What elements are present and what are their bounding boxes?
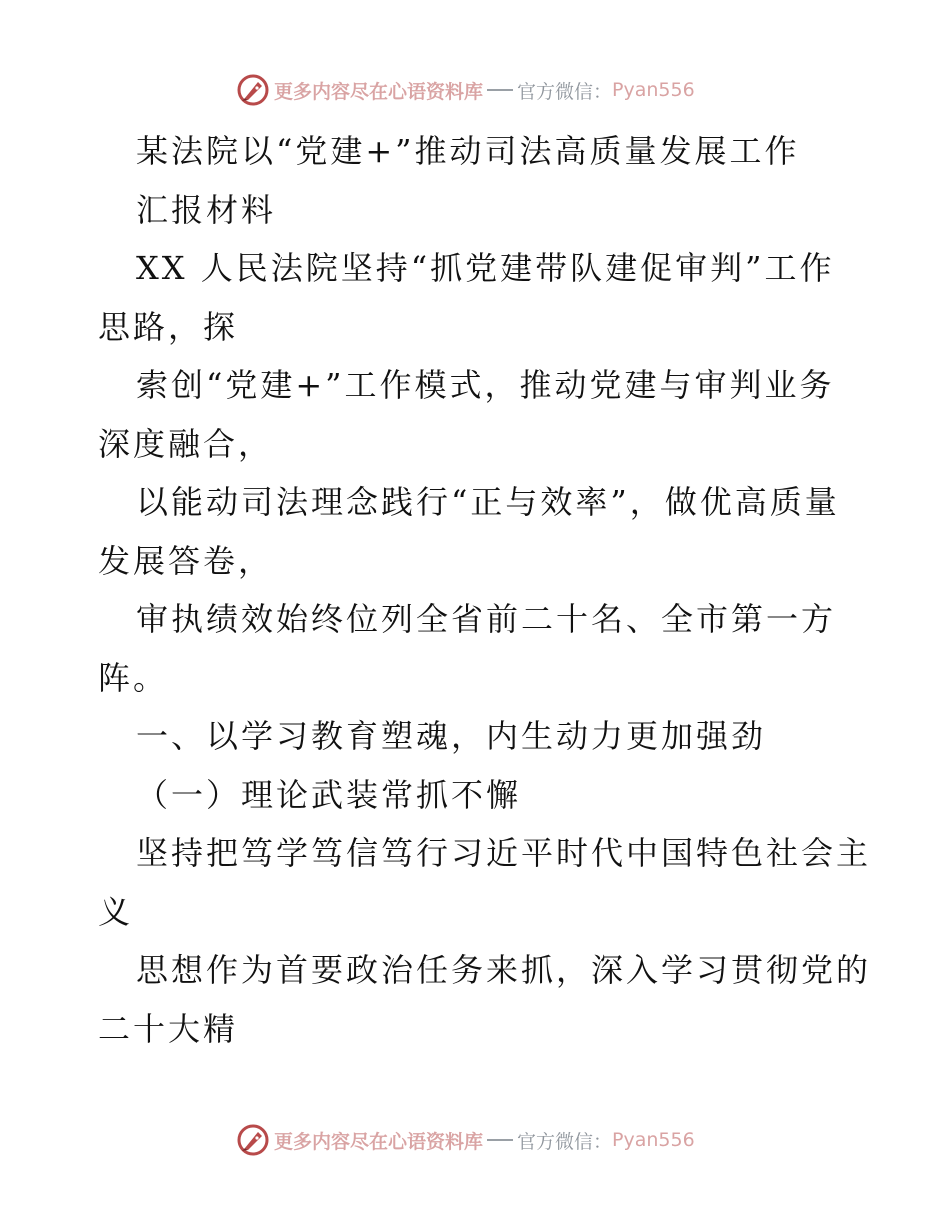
footer-banner <box>236 1122 756 1158</box>
body-line: 义 <box>98 892 134 931</box>
header-wechat-label: 官方微信： <box>517 80 613 103</box>
body-line: 某法院以“党建+”推动司法高质量发展工作 <box>136 132 800 170</box>
body-line: 思想作为首要政治任务来抓，深入学习贯彻党的 <box>136 951 872 989</box>
header-dash <box>487 89 513 91</box>
body-line: 一、以学习教育塑魂，内生动力更加强劲 <box>136 717 767 755</box>
body-line: 发展答卷， <box>98 541 274 580</box>
body-line: 深度融合， <box>98 424 274 463</box>
body-line: 阵。 <box>98 658 169 697</box>
body-line: 二十大精 <box>98 1009 239 1048</box>
header-slogan: 更多内容尽在心语资料库 <box>274 80 484 103</box>
body-line: （一）理论武装常抓不懈 <box>136 775 522 814</box>
body-line: 审执绩效始终位列全省前二十名、全市第一方 <box>136 600 837 638</box>
pen-nib-logo-icon <box>236 1123 270 1157</box>
body-line: 索创“党建+”工作模式，推动党建与审判业务 <box>136 366 835 404</box>
footer-wechat-label: 官方微信： <box>517 1130 613 1153</box>
body-line: XX 人民法院坚持“抓党建带队建促审判”工作 <box>136 249 835 287</box>
body-line: 坚持把笃学笃信笃行习近平时代中国特色社会主 <box>136 834 872 872</box>
header-banner <box>236 72 756 108</box>
document-body <box>98 122 872 1058</box>
pen-nib-logo-icon <box>236 73 270 107</box>
footer-slogan: 更多内容尽在心语资料库 <box>274 1130 484 1153</box>
body-line: 思路，探 <box>98 307 239 346</box>
footer-wechat-id: Pyan556 <box>612 1129 695 1151</box>
footer-dash <box>487 1139 513 1141</box>
body-line: 以能动司法理念践行“正与效率”，做优高质量 <box>136 483 840 521</box>
body-line: 汇报材料 <box>136 190 277 229</box>
header-wechat-id: Pyan556 <box>612 79 695 101</box>
